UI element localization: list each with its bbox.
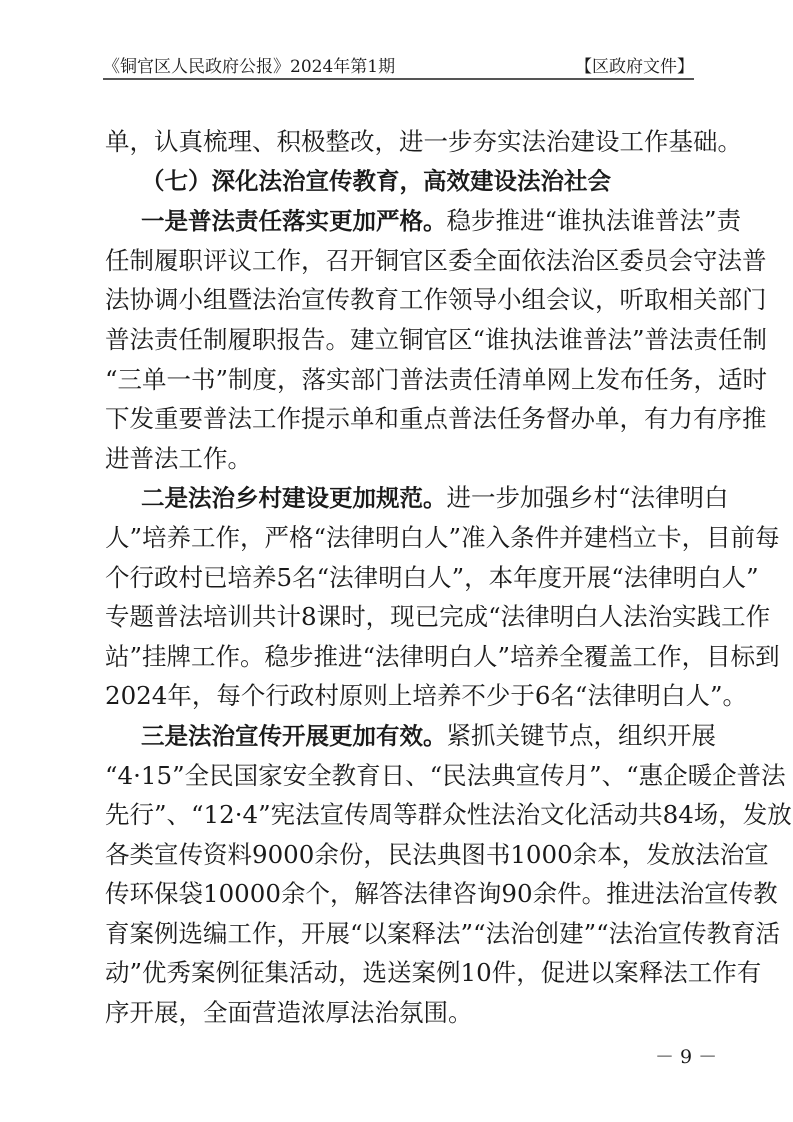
bulletin-title: 《铜官区人民政府公报》2024年第1期: [103, 57, 396, 77]
text-line: 序开展，全面营造浓厚法治氛围。: [105, 998, 473, 1028]
paragraph-lead: 一是普法责任落实更加严格。: [141, 207, 447, 236]
paragraph-first-line: [105, 201, 742, 241]
text-line: 各类宣传资料9000余份，民法典图书1000余本，发放法治宣: [105, 839, 769, 869]
text-line: 稳步推进“谁执法谁普法”责: [446, 206, 742, 236]
text-line: 专题普法培训共计8课时，现已完成“法律明白人法治实践工作: [105, 602, 771, 632]
text-line: 进普法工作。: [105, 443, 252, 473]
paragraph-lead: 二是法治乡村建设更加规范。: [141, 484, 447, 513]
section-label: 【区政府文件】: [575, 57, 694, 77]
text-line: “三单一书”制度，落实部门普法责任清单网上发布任务，适时: [105, 364, 768, 394]
text-line: 个行政村已培养5名“法律明白人”，本年度开展“法律明白人”: [105, 562, 759, 592]
paragraph-lead: 三是法治宣传开展更加有效。: [141, 721, 447, 750]
text-line: 法协调小组暨法治宣传教育工作领导小组会议，听取相关部门: [105, 285, 767, 315]
text-line: 2024年，每个行政村原则上培养不少于6名“法律明白人”。: [105, 681, 747, 711]
page-number: － 9 －: [655, 1046, 718, 1068]
text-line: 普法责任制履职报告。建立铜官区“谁执法谁普法”普法责任制: [105, 324, 768, 354]
text-line: 育案例选编工作，开展“以案释法”“法治创建”“法治宣传教育活: [105, 918, 781, 948]
document-body: [105, 122, 792, 1033]
running-header: [103, 54, 694, 80]
section-heading: （七）深化法治宣传教育，高效建设法治社会: [141, 166, 611, 195]
paragraph-first-line: [105, 478, 729, 518]
paragraph-first-line: [105, 716, 716, 756]
text-line: 任制履职评议工作，召开铜官区委全面依法治区委员会守法普: [105, 245, 767, 275]
text-line: “4·15”全民国家安全教育日、“民法典宣传月”、“惠企暖企普法: [105, 760, 786, 790]
text-line: 单，认真梳理、积极整改，进一步夯实法治建设工作基础。: [105, 127, 742, 156]
text-line: 下发重要普法工作提示单和重点普法任务督办单，有力有序推: [105, 404, 767, 434]
text-line: 先行”、“12·4”宪法宣传周等群众性法治文化活动共84场，发放: [105, 800, 792, 830]
text-line: 站”挂牌工作。稳步推进“法律明白人”培养全覆盖工作，目标到: [105, 641, 780, 671]
text-line: 进一步加强乡村“法律明白: [446, 483, 729, 513]
text-line: 传环保袋10000余个，解答法律咨询90余件。推进法治宣传教: [105, 879, 778, 909]
text-line: 动”优秀案例征集活动，选送案例10件，促进以案释法工作有: [105, 958, 762, 988]
text-line: 紧抓关键节点，组织开展: [446, 720, 716, 750]
text-line: 人”培养工作，严格“法律明白人”准入条件并建档立卡，目前每: [105, 522, 780, 552]
